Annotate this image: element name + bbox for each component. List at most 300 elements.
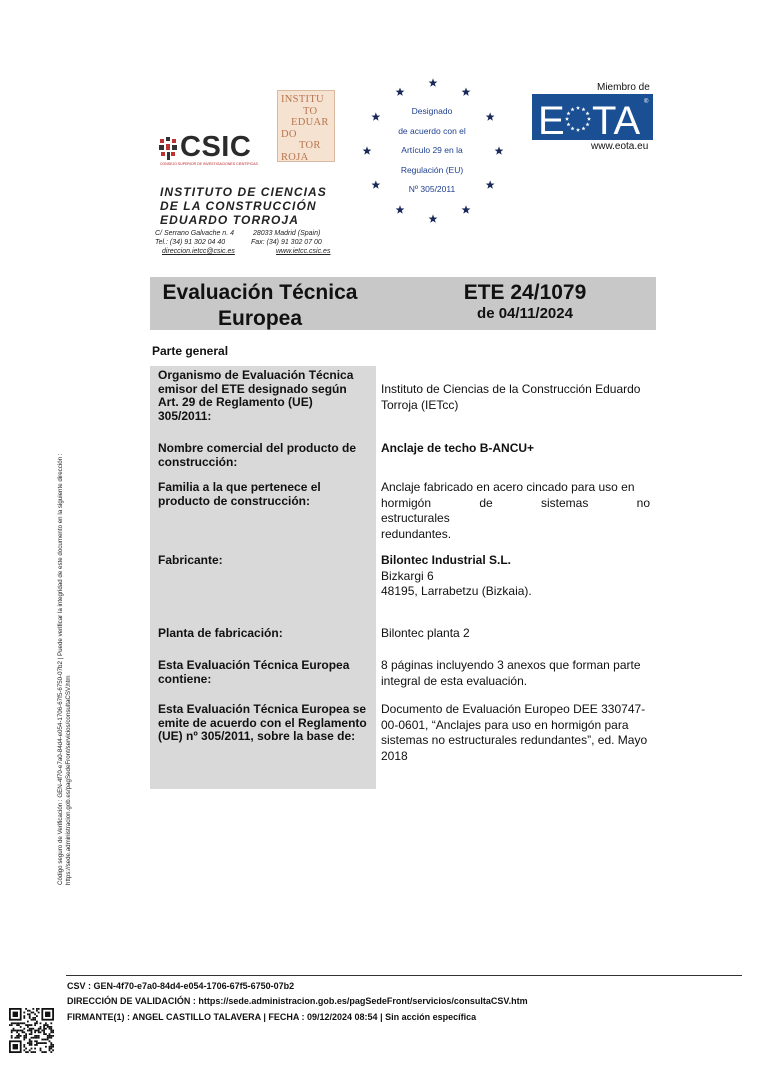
qr-module [29, 1010, 31, 1012]
eu-star-icon [396, 205, 405, 213]
qr-module [23, 1031, 25, 1033]
row-value-contiene [381, 658, 650, 689]
footer-signer: FIRMANTE(1) : ANGEL CASTILLO TALAVERA | FECHA : 09/12/2024 08:54 | Sin acción específica [67, 1012, 477, 1022]
qr-module [43, 1039, 45, 1041]
eota-logo-icon [532, 94, 653, 140]
eota-star-icon [566, 111, 570, 115]
qr-module [25, 1035, 27, 1037]
csic-logo-text: CSIC [180, 131, 252, 163]
qr-module [13, 1044, 18, 1049]
qr-module [49, 1049, 51, 1051]
qr-module [34, 1031, 36, 1033]
qr-module [27, 1051, 29, 1053]
row-label-planta [158, 627, 370, 641]
qr-module [18, 1033, 20, 1035]
row-value-familia [381, 480, 650, 542]
csic-logo-subtitle: CONSEJO SUPERIOR DE INVESTIGACIONES CIENTÍFICAS [160, 162, 258, 166]
qr-module [38, 1028, 40, 1030]
eu-star-icon [486, 112, 495, 120]
qr-module [49, 1035, 51, 1037]
eota-letter-e: E [538, 99, 565, 140]
label-line: Familia a la que pertenece el [158, 480, 321, 494]
qr-module [16, 1035, 18, 1037]
ete-date: de 04/11/2024 [477, 305, 573, 322]
qr-module [49, 1033, 51, 1035]
qr-module [45, 1039, 47, 1041]
qr-module [13, 1028, 15, 1030]
document-title-line1: Evaluación Técnica [162, 281, 358, 304]
eota-letters-ta: TA [592, 99, 641, 140]
qr-module [38, 1008, 40, 1010]
qr-module [52, 1031, 54, 1033]
qr-module [50, 1028, 52, 1030]
verification-side-line: https://sede.administracion.gob.es/pagSedeFront/servicios/consultaCSV.htm [65, 675, 72, 885]
qr-module [49, 1040, 51, 1042]
qr-module [43, 1042, 45, 1044]
label-line: Organismo de Evaluación Técnica [158, 368, 354, 382]
label-line: producto de construcción: [158, 493, 311, 508]
row-value-nombre-comercial [381, 441, 650, 457]
label-line: emisor del ETE designado según [158, 381, 347, 396]
institute-name-line: EDUARDO TORROJA [160, 213, 299, 227]
qr-module [29, 1013, 31, 1015]
qr-module [45, 1042, 47, 1044]
qr-module [50, 1031, 52, 1033]
address-street: C/ Serrano Galvache n. 4 [155, 230, 234, 237]
qr-module [18, 1035, 20, 1037]
eu-star-icon [462, 205, 471, 213]
qr-module [45, 1024, 47, 1026]
row-value-fabricante [381, 553, 650, 600]
qr-module [31, 1019, 33, 1021]
row-value-base [381, 702, 650, 764]
qr-module [38, 1031, 40, 1033]
qr-module [25, 1048, 27, 1050]
qr-module [32, 1008, 34, 1010]
qr-module [41, 1030, 43, 1032]
value-line: Anclaje fabricado en acero cincado para uso en [381, 480, 635, 494]
qr-module [38, 1035, 40, 1037]
label-line: (UE) nº 305/2011, sobre la base de: [158, 729, 356, 743]
qr-module [40, 1031, 42, 1033]
qr-module [29, 1028, 31, 1030]
label-line: Fabricante: [158, 553, 223, 567]
qr-module [41, 1051, 43, 1053]
qr-module [45, 1012, 50, 1017]
qr-module [43, 1028, 45, 1030]
qr-module [50, 1037, 52, 1039]
eu-star-icon [462, 88, 471, 96]
value-line: 2018 [381, 748, 408, 763]
qr-module [11, 1037, 13, 1039]
value-line: Documento de Evaluación Europeo DEE 330747- [381, 702, 646, 716]
eota-star-icon [585, 122, 589, 126]
eu-star-icon [486, 180, 495, 188]
eota-star-icon [576, 128, 580, 132]
qr-module [52, 1049, 54, 1051]
eota-registered-mark: ® [644, 99, 649, 105]
qr-module [22, 1030, 24, 1032]
qr-module [11, 1035, 13, 1037]
qr-module [31, 1048, 33, 1050]
label-line: Esta Evaluación Técnica Europea [158, 658, 350, 672]
csic-emblem-icon [158, 136, 178, 162]
qr-module [9, 1024, 11, 1026]
qr-module [14, 1030, 16, 1032]
qr-module [49, 1046, 51, 1048]
qr-module [43, 1051, 45, 1053]
qr-module [31, 1042, 33, 1044]
torroja-logo-line: DO [281, 128, 297, 140]
eu-star-icon [429, 78, 438, 86]
eota-stars-icon [565, 106, 591, 132]
qr-module [27, 1013, 29, 1015]
qr-module [13, 1022, 15, 1024]
value-line: Bizkargi 6 [381, 568, 434, 583]
qr-module [16, 1030, 18, 1032]
qr-module [25, 1037, 27, 1039]
qr-module [14, 1022, 16, 1024]
qr-module [20, 1030, 22, 1032]
eota-star-icon [581, 107, 585, 111]
qr-module [25, 1033, 27, 1035]
qr-module [11, 1024, 13, 1026]
institute-name [160, 185, 327, 227]
torroja-logo-line: TO [303, 105, 318, 117]
qr-module [34, 1019, 36, 1021]
csic-logo [158, 132, 270, 168]
qr-module [29, 1015, 31, 1017]
qr-module [43, 1026, 45, 1028]
qr-module [23, 1015, 25, 1017]
qr-module [29, 1017, 31, 1019]
qr-module [52, 1035, 54, 1037]
eota-star-icon [585, 111, 589, 115]
qr-module [27, 1030, 29, 1032]
qr-module [45, 1046, 47, 1048]
label-line: construcción: [158, 454, 238, 469]
qr-module [29, 1039, 31, 1041]
document-title [150, 280, 370, 332]
qr-module [40, 1022, 42, 1024]
qr-module [43, 1031, 45, 1033]
qr-module [45, 1022, 47, 1024]
qr-module [11, 1022, 13, 1024]
qr-module [23, 1037, 25, 1039]
value-line: 00-0601, “Anclajes para uso en hormigón para [381, 717, 629, 732]
qr-module [47, 1035, 49, 1037]
qr-module [27, 1026, 29, 1028]
qr-module [45, 1051, 47, 1053]
qr-module [34, 1035, 36, 1037]
qr-module [41, 1042, 43, 1044]
institute-name-line: DE LA CONSTRUCCIÓN [160, 199, 317, 213]
qr-module [36, 1044, 38, 1046]
qr-module [29, 1042, 31, 1044]
qr-module [31, 1044, 33, 1046]
torroja-logo-line: INSTITU [281, 94, 324, 105]
eota-star-icon [570, 107, 574, 111]
manufacturer-name: Bilontec Industrial S.L. [381, 553, 512, 567]
qr-module [47, 1026, 49, 1028]
qr-module [13, 1012, 18, 1017]
qr-module [22, 1031, 24, 1033]
qr-module [38, 1012, 40, 1014]
qr-module [50, 1026, 52, 1028]
qr-module [49, 1037, 51, 1039]
qr-module [23, 1049, 25, 1051]
qr-module [23, 1046, 25, 1048]
qr-module [36, 1035, 38, 1037]
eota-star-icon [576, 106, 580, 110]
qr-module [23, 1012, 25, 1014]
qr-module [23, 1017, 25, 1019]
qr-module [23, 1039, 25, 1041]
qr-module [32, 1012, 34, 1014]
value-line: Anclaje de techo B-ANCU+ [381, 441, 535, 455]
qr-module [43, 1024, 45, 1026]
eota-star-icon [570, 126, 574, 130]
qr-module [34, 1030, 36, 1032]
designation-line: Regulación (EU) [400, 164, 464, 175]
eu-star-icon [396, 88, 405, 96]
eu-star-icon [371, 180, 380, 188]
row-label-contiene [158, 659, 370, 686]
qr-module [27, 1010, 29, 1012]
label-line: Nombre comercial del producto de [158, 441, 357, 455]
qr-module [50, 1035, 52, 1037]
qr-module [16, 1031, 18, 1033]
document-title-line2: Europea [217, 307, 303, 330]
label-line: Planta de fabricación: [158, 626, 283, 640]
eota-star-icon [587, 117, 591, 121]
qr-module [47, 1037, 49, 1039]
eu-star-icon [429, 214, 438, 222]
qr-module [16, 1024, 18, 1026]
qr-module [34, 1022, 36, 1024]
qr-module [11, 1031, 13, 1033]
qr-module [50, 1044, 52, 1046]
label-line: contiene: [158, 671, 212, 686]
qr-module [50, 1046, 52, 1048]
qr-module [20, 1026, 22, 1028]
qr-module [25, 1024, 27, 1026]
qr-module [41, 1039, 43, 1041]
qr-module [45, 1028, 47, 1030]
eota-logo [532, 94, 653, 140]
address-email: direccion.ietcc@csic.es [162, 248, 235, 255]
qr-module [52, 1046, 54, 1048]
qr-module [49, 1026, 51, 1028]
address-postal: 28033 Madrid (Spain) [253, 230, 321, 237]
qr-module [34, 1048, 36, 1050]
row-label-organismo [158, 369, 370, 423]
qr-module [29, 1049, 31, 1051]
qr-module [36, 1010, 38, 1012]
value-line: sistemas no estructurales redundantes”, ed. Mayo [381, 733, 648, 747]
qr-module [18, 1037, 20, 1039]
qr-module [49, 1048, 51, 1050]
address-web: www.ietcc.csic.es [276, 248, 331, 255]
label-line: 305/2011: [158, 408, 212, 423]
qr-module [20, 1022, 22, 1024]
eota-star-icon [565, 117, 569, 121]
qr-module [34, 1024, 36, 1026]
qr-module [34, 1013, 36, 1015]
qr-module [49, 1028, 51, 1030]
designation-line: Nº 305/2011 [408, 184, 456, 194]
value-line: Torroja (IETcc) [381, 397, 459, 412]
eota-member-label: Miembro de [597, 82, 650, 93]
qr-module [32, 1037, 34, 1039]
qr-module [31, 1028, 33, 1030]
qr-module [36, 1008, 38, 1010]
qr-module [43, 1033, 45, 1035]
qr-module [38, 1042, 40, 1044]
qr-module [29, 1024, 31, 1026]
qr-module [34, 1017, 36, 1019]
designation-line: de acuerdo con el [398, 125, 466, 136]
qr-module [16, 1022, 18, 1024]
qr-module [32, 1028, 34, 1030]
value-line: Instituto de Ciencias de la Construcción Eduardo [381, 382, 641, 396]
qr-module [36, 1037, 38, 1039]
qr-module [25, 1008, 27, 1010]
qr-module [36, 1021, 38, 1023]
qr-module [36, 1022, 38, 1024]
qr-module [40, 1042, 42, 1044]
label-line: Esta Evaluación Técnica Europea se [158, 702, 367, 716]
qr-module [40, 1048, 42, 1050]
qr-module [43, 1030, 45, 1032]
qr-module [27, 1021, 29, 1023]
qr-module [29, 1030, 31, 1032]
qr-module [11, 1030, 13, 1032]
eu-star-icon [363, 146, 372, 154]
qr-module [23, 1044, 25, 1046]
qr-module [36, 1030, 38, 1032]
qr-module [52, 1044, 54, 1046]
qr-module [31, 1024, 33, 1026]
eota-url: www.eota.eu [591, 141, 649, 152]
torroja-logo-line: EDUAR [291, 117, 329, 128]
torroja-logo-line: ROJA [281, 151, 309, 163]
qr-module [31, 1033, 33, 1035]
qr-module [36, 1040, 38, 1042]
qr-module [31, 1051, 33, 1053]
value-line: 48195, Larrabetzu (Bizkaia). [381, 584, 532, 598]
qr-module [18, 1024, 20, 1026]
qr-module [22, 1022, 24, 1024]
label-line: Art. 29 de Reglamento (UE) [158, 395, 313, 409]
row-value-organismo [381, 382, 650, 413]
footer-csv: CSV : GEN-4f70-e7a0-84d4-e054-1706-67f5-6750-07b2 [67, 981, 295, 991]
eota-star-icon [566, 122, 570, 126]
institute-name-line: INSTITUTO DE CIENCIAS [160, 185, 327, 199]
qr-module [38, 1030, 40, 1032]
qr-module [23, 1035, 25, 1037]
qr-module [52, 1030, 54, 1032]
qr-module [31, 1040, 33, 1042]
qr-module [31, 1012, 33, 1014]
qr-module [23, 1022, 25, 1024]
torroja-logo [277, 90, 335, 162]
row-label-fabricante [158, 554, 370, 568]
qr-module [47, 1039, 49, 1041]
qr-module [23, 1028, 25, 1030]
value-line: integral de esta evaluación. [381, 673, 528, 688]
section-label: Parte general [152, 344, 229, 358]
qr-module [36, 1042, 38, 1044]
qr-module [32, 1017, 34, 1019]
qr-module [34, 1037, 36, 1039]
qr-module [38, 1037, 40, 1039]
qr-module [36, 1015, 38, 1017]
eota-star-icon [581, 126, 585, 130]
footer-divider [66, 975, 742, 976]
qr-module [34, 1051, 36, 1053]
ete-number: ETE 24/1079 [463, 281, 587, 304]
eu-star-icon [371, 112, 380, 120]
qr-module [25, 1051, 27, 1053]
qr-module [14, 1037, 16, 1039]
verification-side-line: Código seguro de Verificación : GEN-4f70-e7a0-84d4-e054-1706-67f5-6750-07b2 | Puede verificar la integridad de este documento en la siguiente dirección : [57, 453, 64, 885]
row-label-nombre-comercial [158, 442, 370, 469]
qr-module [40, 1049, 42, 1051]
qr-code-icon[interactable] [9, 1008, 54, 1053]
qr-module [29, 1033, 31, 1035]
qr-module [50, 1030, 52, 1032]
designation-text [380, 102, 484, 200]
qr-module [31, 1037, 33, 1039]
value-line: Bilontec planta 2 [381, 626, 470, 640]
qr-module [20, 1035, 22, 1037]
qr-module [47, 1024, 49, 1026]
row-value-planta [381, 626, 650, 642]
qr-module [18, 1022, 20, 1024]
qr-module [50, 1048, 52, 1050]
qr-module [18, 1030, 20, 1032]
value-line: 8 páginas incluyendo 3 anexos que forman parte [381, 658, 641, 672]
value-line: redundantes. [381, 526, 452, 541]
designation-line: Artículo 29 en la [401, 145, 463, 155]
verification-side-text [57, 453, 73, 885]
qr-module [50, 1042, 52, 1044]
torroja-logo-line: TOR [299, 140, 321, 151]
eu-star-icon [495, 146, 504, 154]
qr-module [32, 1019, 34, 1021]
qr-module [13, 1030, 15, 1032]
qr-module [29, 1040, 31, 1042]
qr-module [29, 1044, 31, 1046]
qr-module [31, 1031, 33, 1033]
value-line: hormigón de sistemas no estructurales [381, 495, 650, 525]
qr-module [16, 1037, 18, 1039]
row-label-base [158, 703, 370, 744]
row-label-familia [158, 481, 370, 508]
address-fax: Fax: (34) 91 302 07 00 [251, 239, 322, 246]
qr-module [27, 1024, 29, 1026]
qr-module [27, 1042, 29, 1044]
address-tel: Tel.: (34) 91 302 04 40 [155, 239, 226, 246]
qr-module [31, 1030, 33, 1032]
qr-module [50, 1051, 52, 1053]
qr-module [34, 1040, 36, 1042]
qr-module [45, 1033, 47, 1035]
footer-validation-url[interactable]: DIRECCIÓN DE VALIDACIÓN : https://sede.administracion.gob.es/pagSedeFront/servicios/consultaCSV.htm [67, 996, 528, 1006]
qr-module [32, 1051, 34, 1053]
designation-line: Designado [411, 106, 453, 116]
